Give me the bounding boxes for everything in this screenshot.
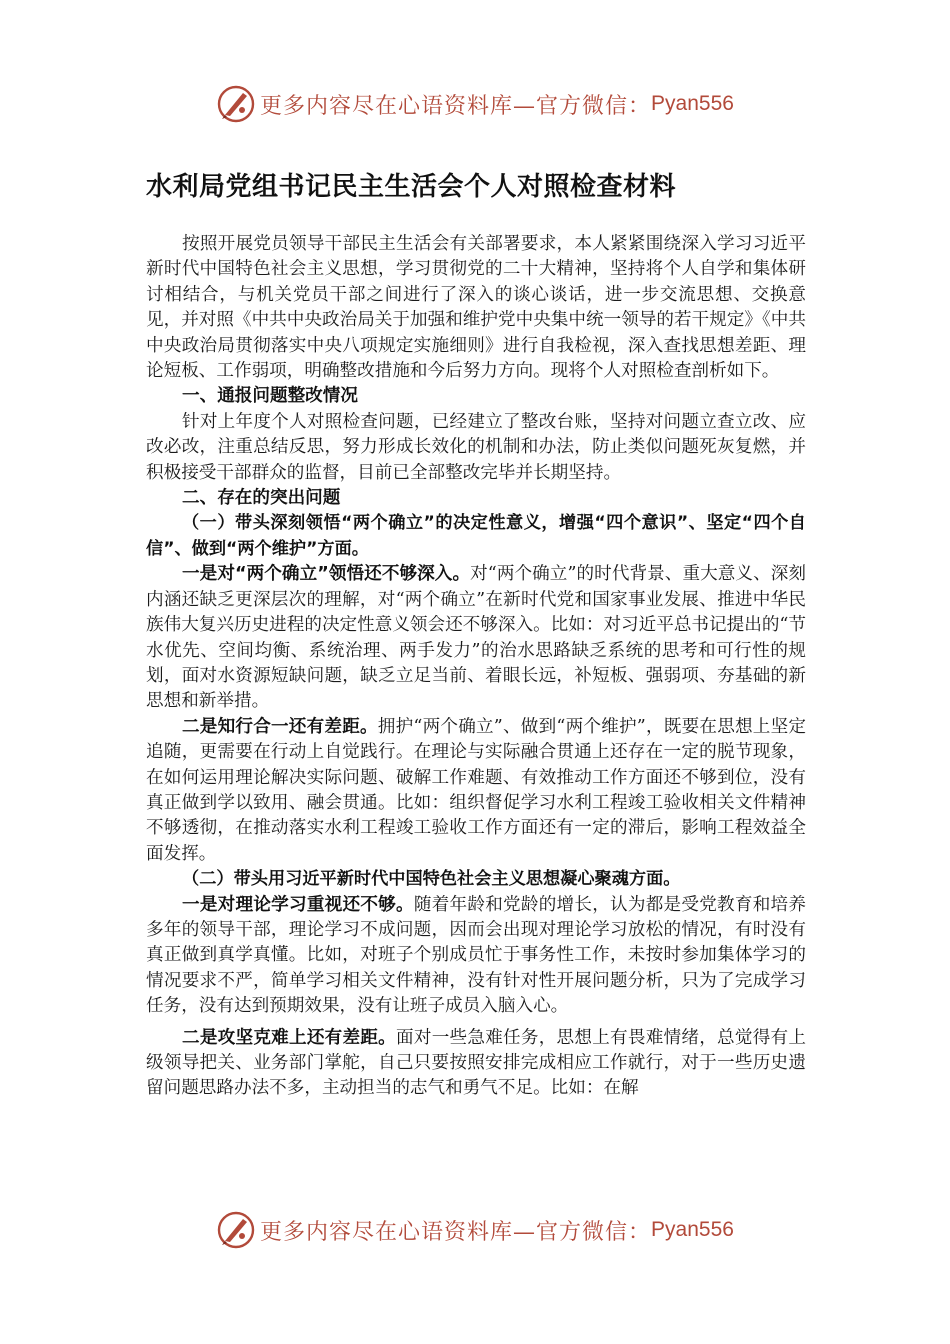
- paragraph-2-lead: 二是知行合一还有差距。: [182, 716, 378, 737]
- paragraph-3-body: 随着年龄和党龄的增长，认为都是受党教育和培养多年的领导干部，理论学习不成问题，因而会出现对理论学习放松的情况，有时没有真正做到真学真懂。比如，对班子个别成员忙于事务性工作，未按时参加集体学习的情况要求不严，简单学习相关文件精神，没有针对性开展问题分析，只为了完成学习任务，没有达到预期效果，没有让班子成员入脑入心。: [146, 894, 806, 1017]
- quill-pen-logo-icon: [216, 84, 256, 124]
- paragraph-2-body: 拥护“两个确立”、做到“两个维护”，既要在思想上坚定追随，更需要在行动上自觉践行。在理论与实际融合贯通上还存在一定的脱节现象，在如何运用理论解决实际问题、破解工作难题、有效推动工作方面还不够到位，没有真正做到学以致用、融会贯通。比如：组织督促学习水利工程竣工验收相关文件精神不够透彻，在推动落实水利工程竣工验收工作方面还有一定的滞后，影响工程效益全面发挥。: [146, 716, 806, 864]
- paragraph-1-lead: 一是对“两个确立”领悟还不够深入。: [182, 564, 471, 585]
- section1-heading: 一、通报问题整改情况: [182, 386, 358, 407]
- section1-paragraph: 针对上年度个人对照检查问题，已经建立了整改台账，坚持对问题立查立改、应改必改，注重总结反思，努力形成长效化的机制和办法，防止类似问题死灰复燃，并积极接受干部群众的监督，目前已全部整改完毕并长期坚持。: [146, 411, 806, 483]
- paragraph-1: [146, 562, 806, 714]
- banner-text: 更多内容尽在心语资料库—官方微信：: [260, 93, 652, 119]
- intro-paragraph: 按照开展党员领导干部民主生活会有关部署要求，本人紧紧围绕深入学习习近平新时代中国特色社会主义思想，学习贯彻党的二十大精神，坚持将个人自学和集体研讨相结合，与机关党员干部之间进行了深入的谈心谈话，进一步交流思想、交换意见，并对照《中共中央政治局关于加强和维护党中央集中统一领导的若干规定》《中共中央政治局贯彻落实中央八项规定实施细则》进行自我检视，深入查找思想差距、理论短板、工作弱项，明确整改措施和今后努力方向。现将个人对照检查剖析如下。: [146, 234, 806, 382]
- footer-banner-text: 更多内容尽在心语资料库—官方微信：: [260, 1219, 652, 1245]
- subsection1-heading: （一）带头深刻领悟“两个确立”的决定性意义，增强“四个意识”、坚定“四个自信”、做到“两个维护”方面。: [146, 513, 806, 559]
- footer-banner: [0, 1208, 950, 1252]
- paragraph-1-body: 对“两个确立”的时代背景、重大意义、深刻内涵还缺乏更深层次的理解，对“两个确立”在新时代党和国家事业发展、推进中华民族伟大复兴历史进程的决定性意义领会还不够深入。比如：对习近平总书记提出的“节水优先、空间均衡、系统治理、两手发力”的治水思路缺乏系统的思考和可行性的规划，面对水资源短缺问题，缺乏立足当前、着眼长远，补短板、强弱项、夯基础的新思想和新举措。: [146, 564, 806, 712]
- banner-wechat-id: Pyan556: [651, 92, 734, 115]
- paragraph-3: [146, 893, 806, 1020]
- paragraph-4-lead: 二是攻坚克难上还有差距。: [182, 1027, 397, 1048]
- subsection2-heading: （二）带头用习近平新时代中国特色社会主义思想凝心聚魂方面。: [182, 869, 681, 890]
- section2-heading: 二、存在的突出问题: [182, 488, 341, 509]
- paragraph-3-lead: 一是对理论学习重视还不够。: [182, 894, 414, 915]
- document-body: [146, 232, 806, 1102]
- footer-banner-wechat-id: Pyan556: [651, 1218, 734, 1241]
- header-banner: [0, 82, 950, 126]
- paragraph-2: [146, 715, 806, 867]
- paragraph-4: [146, 1026, 806, 1102]
- document-title: 水利局党组书记民主生活会个人对照检查材料: [146, 172, 677, 202]
- paragraph-4-body: 面对一些急难任务，思想上有畏难情绪，总觉得有上级领导把关、业务部门掌舵，自己只要按照安排完成相应工作就行，对于一些历史遗留问题思路办法不多，主动担当的志气和勇气不足。比如：在解: [146, 1027, 806, 1099]
- quill-pen-logo-icon: [216, 1210, 256, 1250]
